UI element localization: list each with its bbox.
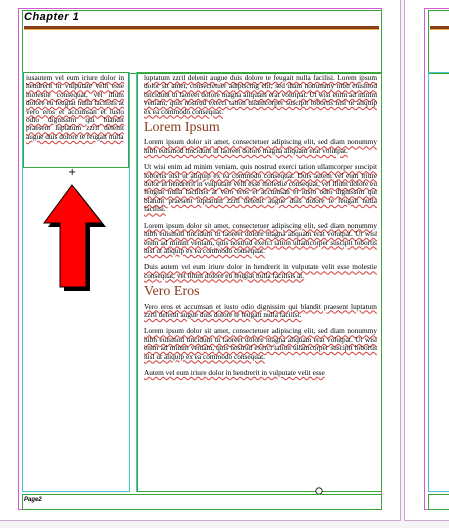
page-number: Page2	[24, 497, 42, 503]
heading-lorem-ipsum: Lorem Ipsum	[144, 120, 220, 136]
paragraph: Duis autem vel eum iriure dolor in hendrerit in vulputate velit esse molestie consequat, vel illum dolore eu feugiat nulla facilisis at.	[144, 262, 377, 280]
main-story	[144, 74, 377, 486]
overflow-marker[interactable]: +	[68, 167, 77, 178]
header-frame-next	[428, 10, 449, 74]
red-arrow-graphic[interactable]	[40, 180, 110, 300]
paragraph: Vero eros et accumsan et iusto odio dignissim qui blandit praesent luptatum zzril delenit augue duis dolore te feugait nulla facilisi.	[144, 301, 377, 319]
sidebar-text	[26, 74, 124, 164]
paragraph: Lorem ipsum dolor sit amet, consectetuer adipiscing elit, sed diam nonummy nibh euismod tincidunt ut laoreet dolore magna aliquam erat volutpat.	[144, 137, 377, 155]
sidebar-paragraph: iusautem vel eum iriure dolor in hendrerit in vulputate velit esse molestie consequat, vel illum dolore eu feugiat nulla facilisis at vero eros et accumsan et iusto odio dignissim qui blandit praesent luptatum zzril delenit augue duis dolore te feugait nulla	[26, 74, 124, 141]
column-guide-next	[428, 72, 449, 492]
footer-frame[interactable]	[22, 494, 382, 510]
header-rule-accent-next	[430, 29, 449, 30]
up-arrow-icon	[44, 185, 102, 287]
paragraph: Autem vel eum iriure dolor in hendrerit in vulputate velit esse	[144, 367, 325, 377]
paragraph: Ut wisi enim ad minim veniam, quis nostrud exerci tation ullamcorper suscipit lobortis nisl ut aliquip ex ea commodo consequat. Duis autem vel eum iriure dolor in hendrerit in vulputate velit esse molestie consequat, vel illum dolore eu feugiat nulla facilisis at vero eros et accumsan et iusto odio dignissim qui blandit praesent luptatum zzril delenit augue duis dolore te feugait nulla facilisi.	[144, 162, 377, 214]
paragraph: luptatum zzril delenit augue duis dolore te feugait nulla facilisi. Lorem ipsum dolor sit amet, consectetuer adipiscing elit, sed diam nonummy nibh euismod tincidunt ut laoreet dolore magna aliquam erat volutpat. Ut wisi enim ad minim veniam, quis nostrud exerci tation ullamcorper suscipit lobortis nisl ut aliquip ex ea commodo consequat.	[144, 74, 377, 116]
heading-vero-eros: Vero Eros	[144, 284, 200, 300]
paragraph: Lorem ipsum dolor sit amet, consectetuer adipiscing elit, sed diam nonummy nibh euismod tincidunt ut laoreet dolore magna aliquam erat volutpat. Ut wisi enim ad minim veniam, quis nostrud exerci tation ullamcorper suscipit lobortis nisl ut aliquip ex ea commodo consequat.	[144, 220, 377, 255]
chapter-heading: Chapter 1	[24, 11, 80, 23]
paragraph: Lorem ipsum dolor sit amet, consectetuer adipiscing elit, sed diam nonummy nibh euismod tincidunt ut laoreet dolore magna aliquam erat volutpat. Ut wisi enim ad minim veniam, quis nostrud exerci tation ullamcorper suscipit lobortis nisl ut aliquip ex ea commodo consequat.	[144, 326, 377, 361]
header-rule-accent	[24, 29, 379, 30]
footer-frame-next	[428, 494, 449, 510]
